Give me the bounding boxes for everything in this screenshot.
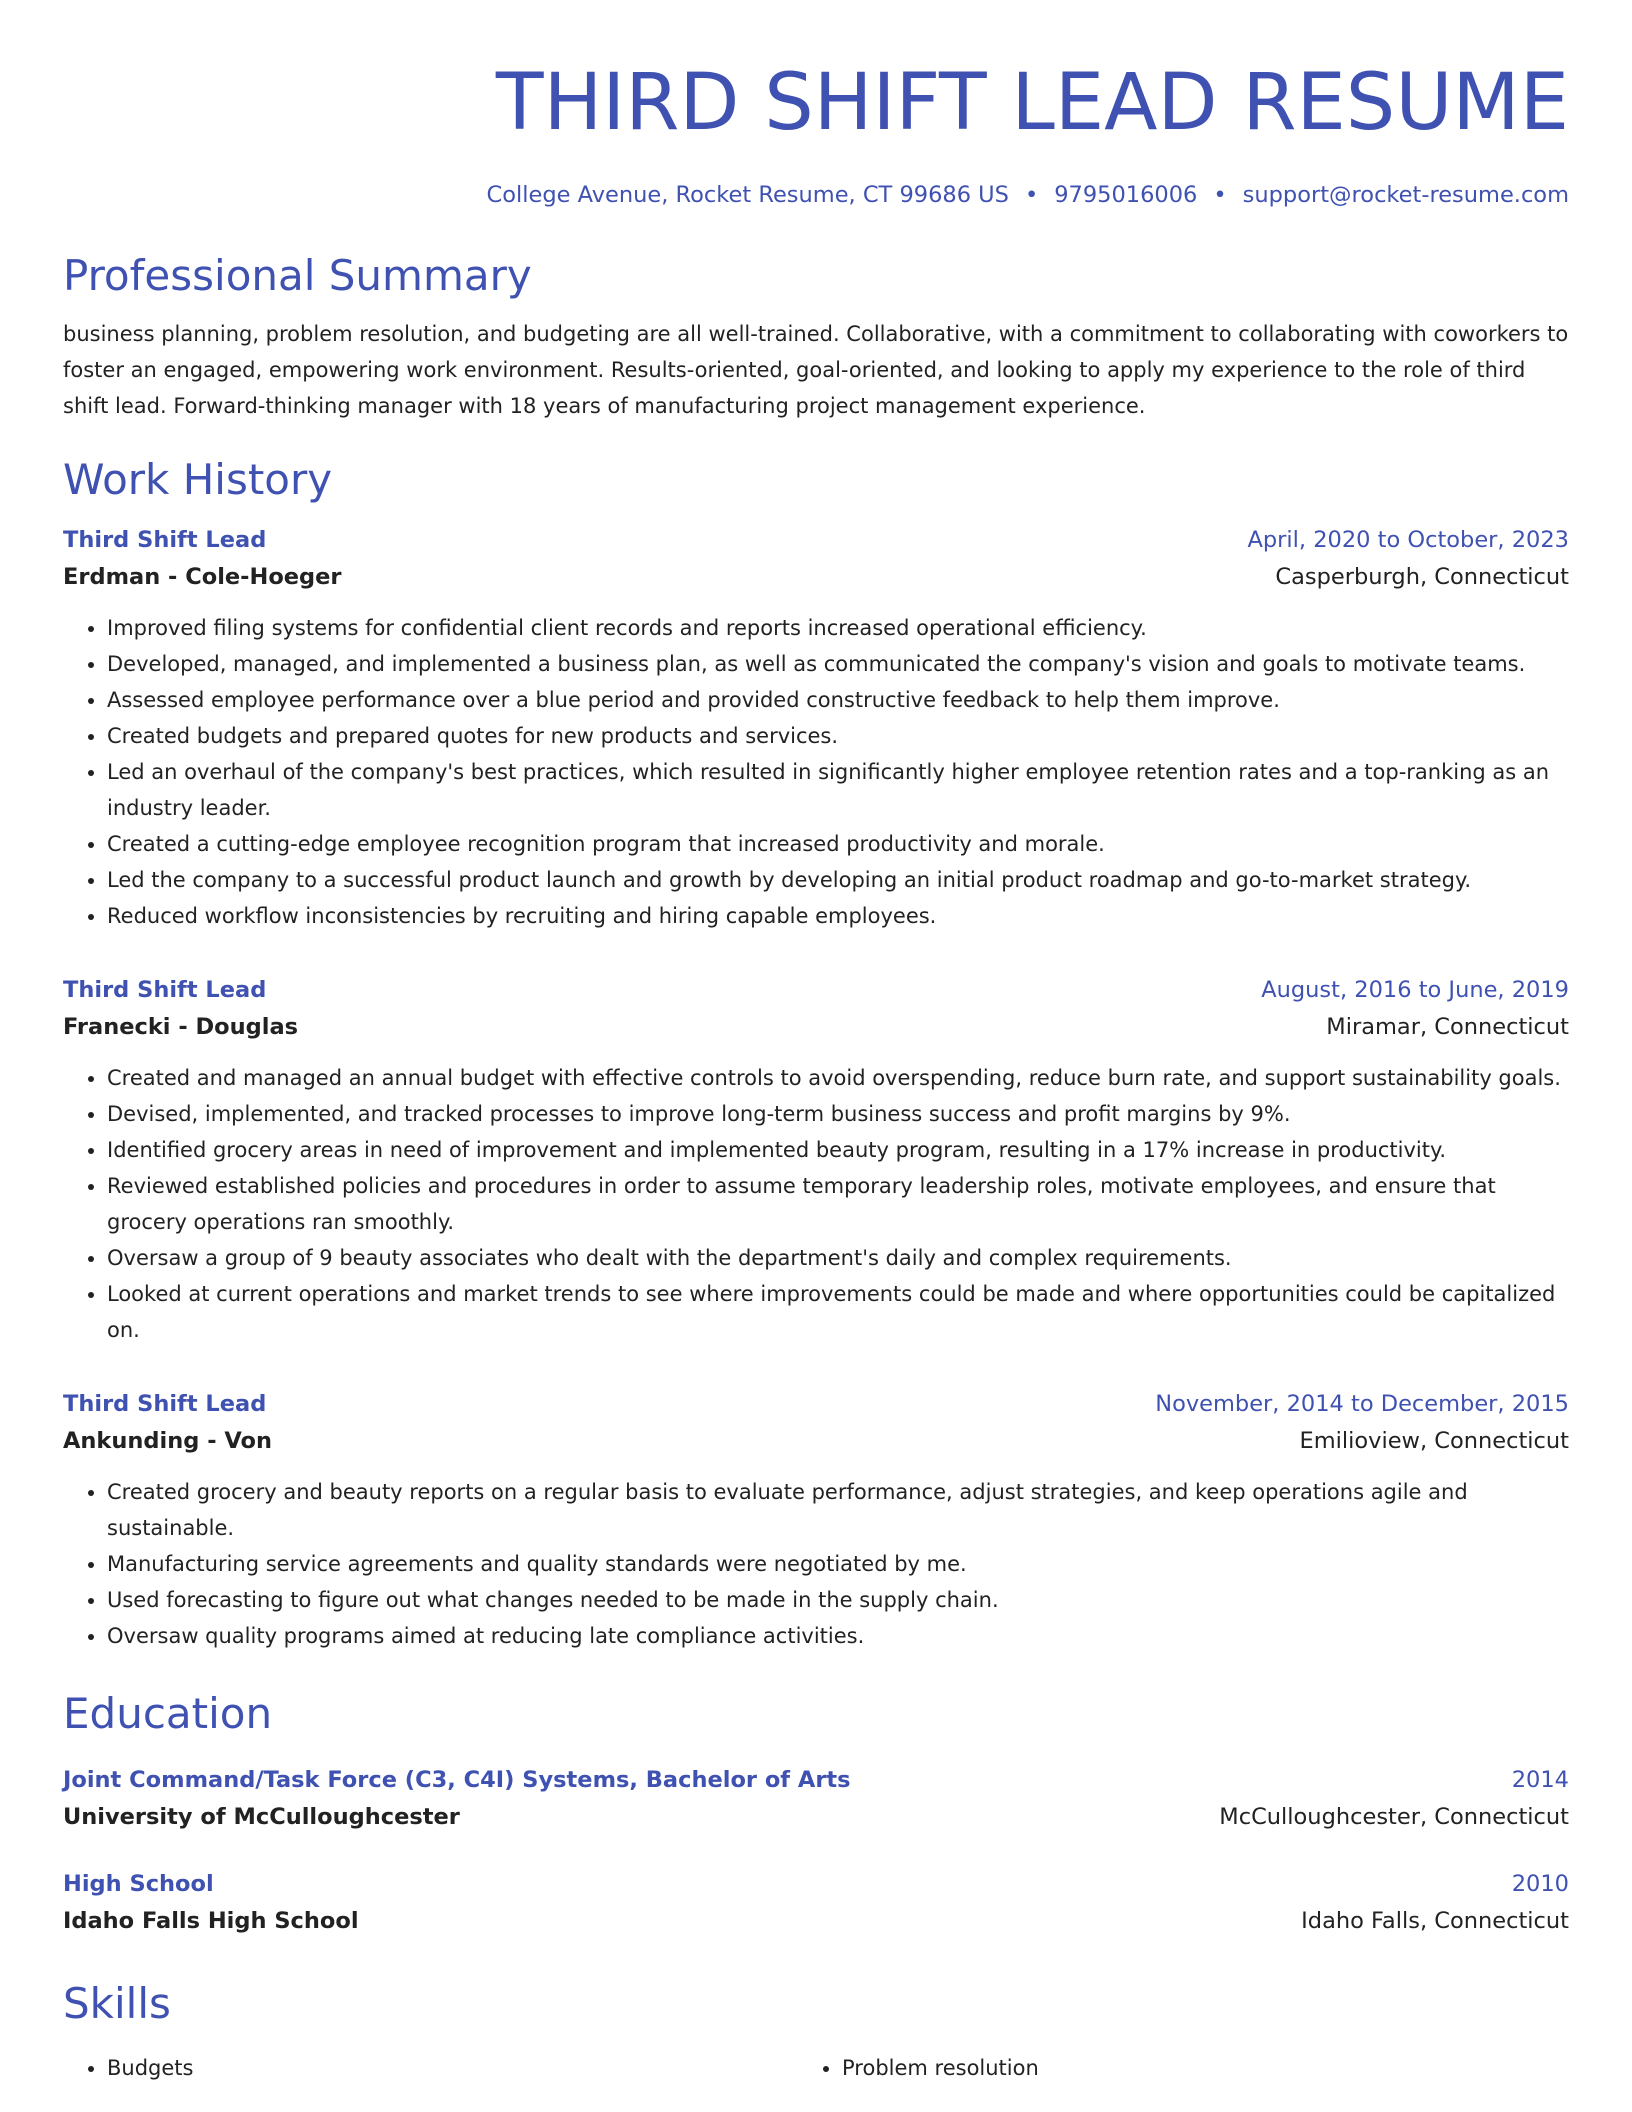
job-dates: November, 2014 to December, 2015 (1155, 1391, 1569, 1417)
job-bullet: • Created a cutting-edge employee recognition program that increased productivity and morale. (107, 826, 1569, 862)
job-bullet: • Manufacturing service agreements and quality standards were negotiated by me. (107, 1546, 1569, 1582)
contact-line (63, 178, 1569, 212)
skill-item: • Budgets (107, 2050, 798, 2086)
job-bullet: • Led the company to a successful product launch and growth by developing an initial product roadmap and go-to-market strategy. (107, 862, 1569, 898)
work-history-heading: Work History (63, 455, 333, 504)
job-location: Miramar, Connecticut (1326, 1014, 1569, 1040)
job-location: Emilioview, Connecticut (1299, 1428, 1569, 1454)
summary-heading: Professional Summary (63, 251, 532, 300)
job-bullet: • Oversaw a group of 9 beauty associates who dealt with the department's daily and complex requirements. (107, 1240, 1569, 1276)
job-header (63, 522, 1569, 558)
job-subheader (63, 558, 1569, 596)
education-header (63, 1762, 1569, 1798)
job-entry (63, 972, 1569, 1348)
phone: 9795016006 (1054, 182, 1198, 208)
job-title: Third Shift Lead (63, 1391, 267, 1417)
education-year: 2010 (1511, 1871, 1569, 1897)
job-bullet: • Created and managed an annual budget with effective controls to avoid overspending, reduce burn rate, and support sustainability goals. (107, 1060, 1569, 1096)
job-bullets (63, 1060, 1569, 1348)
education-year: 2014 (1511, 1767, 1569, 1793)
education-school: Idaho Falls High School (63, 1908, 359, 1934)
education-degree: Joint Command/Task Force (C3, C4I) Systems, Bachelor of Arts (63, 1767, 851, 1793)
address: College Avenue, Rocket Resume, CT 99686 US (486, 182, 1009, 208)
education-entry (63, 1866, 1569, 1940)
job-header (63, 972, 1569, 1008)
job-bullet: • Assessed employee performance over a blue period and provided constructive feedback to help them improve. (107, 682, 1569, 718)
job-subheader (63, 1008, 1569, 1046)
job-bullet: • Created grocery and beauty reports on a regular basis to evaluate performance, adjust strategies, and keep operations agile and sustainable. (107, 1474, 1569, 1546)
education-subheader (63, 1798, 1569, 1836)
resume-title: THIRD SHIFT LEAD RESUME (495, 58, 1569, 148)
job-title: Third Shift Lead (63, 527, 267, 553)
job-bullet: • Identified grocery areas in need of improvement and implemented beauty program, resulting in a 17% increase in productivity. (107, 1132, 1569, 1168)
skills-column-left (63, 2050, 798, 2086)
job-bullet: • Used forecasting to figure out what changes needed to be made in the supply chain. (107, 1582, 1569, 1618)
job-dates: April, 2020 to October, 2023 (1247, 527, 1569, 553)
job-bullet: • Reviewed established policies and procedures in order to assume temporary leadership roles, motivate employees, and ensure that grocery operations ran smoothly. (107, 1168, 1569, 1240)
skills-column-right (798, 2050, 1533, 2086)
job-entry (63, 1386, 1569, 1654)
summary-text: business planning, problem resolution, and budgeting are all well-trained. Collaborative, with a commitment to collaborating with coworkers to foster an engaged, empowering work environment. Results-oriented, goal-oriented, and looking to apply my experience to the role of third shift lead. Forward-thinking manager with 18 years of manufacturing project management experience. (63, 322, 1569, 418)
contact-separator: • (1213, 182, 1227, 208)
job-bullet: • Created budgets and prepared quotes for new products and services. (107, 718, 1569, 754)
job-location: Casperburgh, Connecticut (1275, 564, 1569, 590)
job-bullet: • Devised, implemented, and tracked processes to improve long-term business success and profit margins by 9%. (107, 1096, 1569, 1132)
email[interactable]: support@rocket-resume.com (1242, 182, 1569, 208)
job-header (63, 1386, 1569, 1422)
education-school: University of McCulloughcester (63, 1804, 460, 1830)
education-location: Idaho Falls, Connecticut (1301, 1908, 1569, 1934)
skills-list (63, 2050, 1569, 2086)
education-degree: High School (63, 1871, 214, 1897)
job-bullet: • Reduced workflow inconsistencies by recruiting and hiring capable employees. (107, 898, 1569, 934)
job-company: Erdman - Cole-Hoeger (63, 564, 342, 590)
education-heading: Education (63, 1689, 273, 1738)
job-bullets (63, 610, 1569, 934)
contact-separator: • (1024, 182, 1039, 208)
job-dates: August, 2016 to June, 2019 (1261, 977, 1569, 1003)
job-subheader (63, 1422, 1569, 1460)
job-title: Third Shift Lead (63, 977, 267, 1003)
job-company: Franecki - Douglas (63, 1014, 299, 1040)
job-bullets (63, 1474, 1569, 1654)
job-company: Ankunding - Von (63, 1428, 273, 1454)
education-location: McCulloughcester, Connecticut (1219, 1804, 1569, 1830)
skill-item: • Problem resolution (842, 2050, 1533, 2086)
job-bullet: • Looked at current operations and market trends to see where improvements could be made and where opportunities could be capitalized on. (107, 1276, 1569, 1348)
education-subheader (63, 1902, 1569, 1940)
job-bullet: • Led an overhaul of the company's best practices, which resulted in significantly higher employee retention rates and a top-ranking as an industry leader. (107, 754, 1569, 826)
job-bullet: • Developed, managed, and implemented a business plan, as well as communicated the company's vision and goals to motivate teams. (107, 646, 1569, 682)
job-entry (63, 522, 1569, 934)
education-header (63, 1866, 1569, 1902)
skills-heading: Skills (63, 1979, 171, 2028)
education-entry (63, 1762, 1569, 1836)
job-bullet: • Improved filing systems for confidential client records and reports increased operational efficiency. (107, 610, 1569, 646)
job-bullet: • Oversaw quality programs aimed at reducing late compliance activities. (107, 1618, 1569, 1654)
